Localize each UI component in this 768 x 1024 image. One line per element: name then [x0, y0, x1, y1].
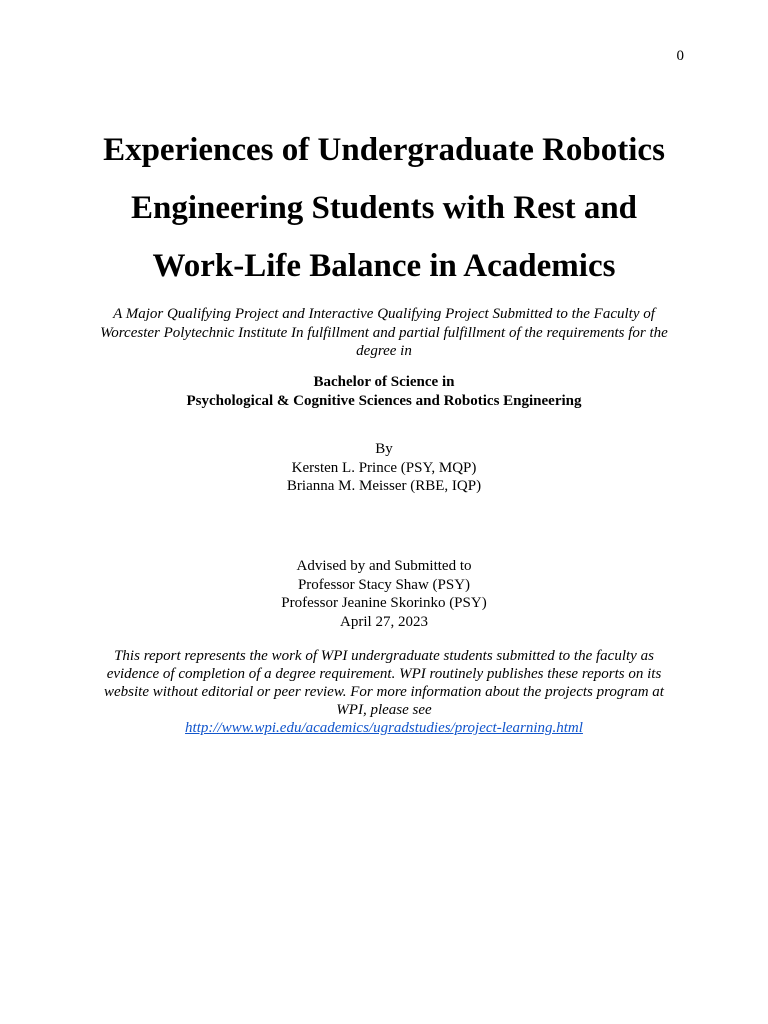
description-line: Worcester Polytechnic Institute In fulfillment and partial fulfillment of the requirements for the [100, 324, 668, 341]
title-line: Engineering Students with Rest and [130, 190, 638, 226]
advisors-block [80, 557, 688, 631]
notice-line: evidence of completion of a degree requirement. WPI routinely publishes these reports on its [106, 666, 662, 682]
author-name: Brianna M. Meisser (RBE, IQP) [286, 478, 482, 494]
project-description [80, 305, 688, 361]
notice-line: This report represents the work of WPI undergraduate students submitted to the faculty as [114, 648, 654, 664]
advisor-name: Professor Jeanine Skorinko (PSY) [281, 595, 487, 611]
advisor-name: Professor Stacy Shaw (PSY) [297, 576, 471, 593]
advisors-label: Advised by and Submitted to [296, 558, 472, 574]
degree-type: Bachelor of Science in [313, 374, 455, 390]
degree-majors: Psychological & Cognitive Sciences and Robotics Engineering [186, 392, 582, 409]
title-line: Work-Life Balance in Academics [152, 248, 616, 284]
submission-date: April 27, 2023 [340, 613, 428, 630]
description-line: A Major Qualifying Project and Interactive Qualifying Project Submitted to the Faculty of [113, 306, 655, 322]
document-title [60, 121, 708, 295]
author-name: Kersten L. Prince (PSY, MQP) [291, 459, 477, 476]
authors-block [80, 440, 688, 496]
by-label: By [375, 441, 393, 457]
notice-line: WPI, please see [336, 702, 432, 718]
notice-line: website without editorial or peer review. For more information about the projects program at [104, 684, 664, 700]
page-number: 0 [676, 48, 684, 64]
project-learning-link[interactable]: http://www.wpi.edu/academics/ugradstudies/project-learning.html [185, 720, 583, 736]
degree-block [80, 373, 688, 410]
title-line: Experiences of Undergraduate Robotics [103, 132, 665, 168]
publication-notice [80, 647, 688, 737]
description-line: degree in [356, 343, 412, 359]
